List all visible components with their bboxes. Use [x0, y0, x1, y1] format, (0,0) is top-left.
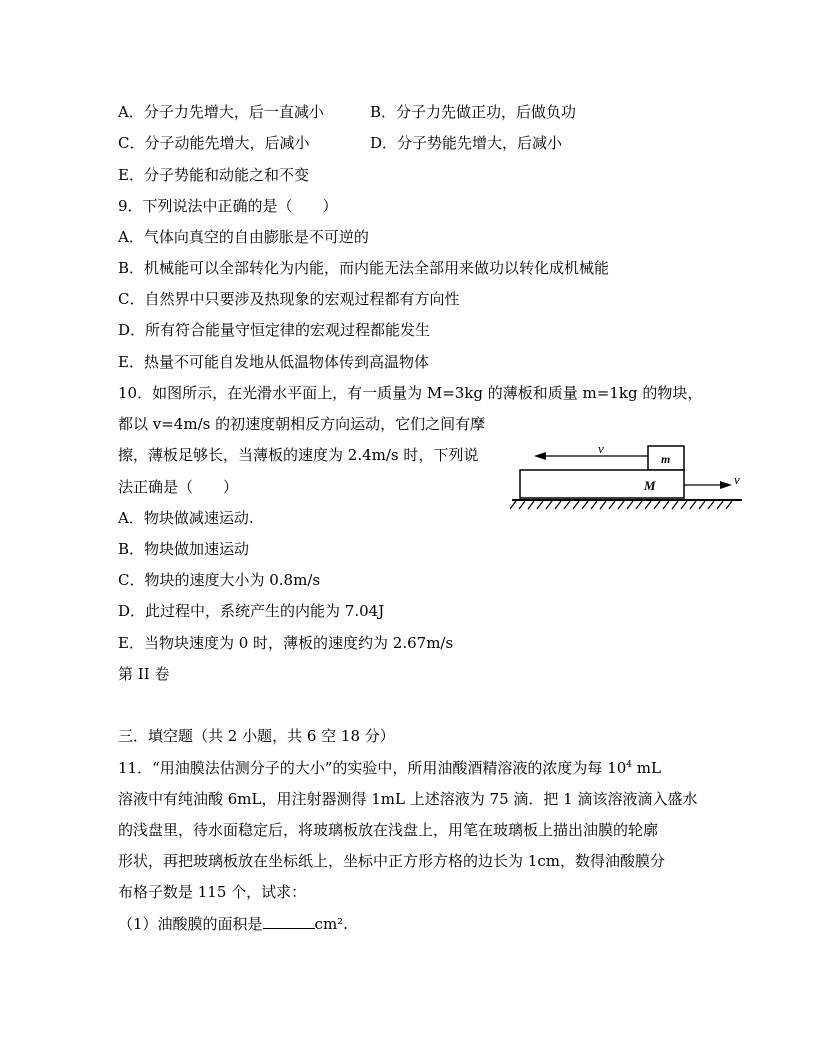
hatch-mark — [546, 501, 552, 509]
label-m: m — [661, 452, 671, 466]
q8-option-b: B．分子力先做正功，后做负功 — [370, 103, 577, 121]
q11-line-4: 形状，再把玻璃板放在坐标纸上，坐标中正方形方格的边长为 1cm，数得油酸膜分 — [118, 852, 665, 870]
arrowhead-left-icon — [534, 452, 546, 460]
q10-option-b: B．物块做加速运动 — [118, 540, 250, 558]
q9-option-b: B．机械能可以全部转化为内能，而内能无法全部用来做功以转化成机械能 — [118, 259, 610, 277]
q8-option-e: E．分子势能和动能之和不变 — [118, 166, 309, 184]
q10-option-e: E．当物块速度为 0 时，薄板的速度约为 2.67m/s — [118, 634, 454, 652]
hatch-mark — [717, 501, 723, 509]
answer-blank[interactable] — [263, 914, 315, 929]
q9-option-a: A．气体向真空的自由膨胀是不可逆的 — [118, 228, 369, 246]
hatch-mark — [591, 501, 597, 509]
q10-option-c: C．物块的速度大小为 0.8m/s — [118, 571, 321, 589]
hatch-mark — [582, 501, 588, 509]
q10-stem-line-2: 都以 v=4m/s 的初速度朝相反方向运动，它们之间有摩 — [118, 415, 486, 433]
q11-line-1 — [118, 758, 661, 778]
hatch-mark — [618, 501, 624, 509]
hatch-mark — [600, 501, 606, 509]
q10-option-d: D．此过程中，系统产生的内能为 7.04J — [118, 602, 385, 620]
q10-stem-line-4: 法正确是（ ） — [118, 478, 239, 496]
q9-option-e: E．热量不可能自发地从低温物体传到高温物体 — [118, 353, 429, 371]
label-v-right: v — [734, 472, 740, 487]
board-M — [520, 470, 684, 498]
q11-sub-question-1 — [118, 914, 348, 934]
hatch-mark — [528, 501, 534, 509]
board-block-diagram — [510, 440, 750, 515]
q9-option-c: C．自然界中只要涉及热现象的宏观过程都有方向性 — [118, 290, 460, 308]
hatch-mark — [645, 501, 651, 509]
q8-option-d: D．分子势能先增大，后减小 — [370, 134, 563, 152]
label-v-left: v — [598, 441, 604, 456]
q10-stem-line-3: 擦，薄板足够长，当薄板的速度为 2.4m/s 时，下列说 — [118, 446, 479, 464]
hatch-mark — [573, 501, 579, 509]
ground-hatching — [510, 501, 732, 509]
label-M: M — [644, 478, 656, 493]
q11-sub1-unit: cm². — [314, 915, 348, 933]
q11-line-1-text: 11．“用油膜法估测分子的大小”的实验中，所用油酸酒精溶液的浓度为每 10 — [118, 759, 627, 777]
q11-line-5: 布格子数是 115 个，试求： — [118, 883, 307, 901]
section-3-heading: 三．填空题（共 2 小题，共 6 空 18 分） — [118, 727, 395, 745]
q8-option-a: A．分子力先增大，后一直减小 — [118, 103, 324, 121]
hatch-mark — [627, 501, 633, 509]
hatch-mark — [519, 501, 525, 509]
hatch-mark — [636, 501, 642, 509]
q10-stem-line-1: 10．如图所示，在光滑水平面上，有一质量为 M=3kg 的薄板和质量 m=1kg 的物块， — [118, 384, 703, 402]
q11-line-1-superscript: 4 — [626, 760, 633, 770]
q9-option-d: D．所有符合能量守恒定律的宏观过程都能发生 — [118, 321, 431, 339]
hatch-mark — [672, 501, 678, 509]
hatch-mark — [609, 501, 615, 509]
hatch-mark — [654, 501, 660, 509]
hatch-mark — [726, 501, 732, 509]
hatch-mark — [708, 501, 714, 509]
hatch-mark — [555, 501, 561, 509]
q11-line-1-unit: mL — [632, 759, 661, 777]
hatch-mark — [681, 501, 687, 509]
q11-sub1-prompt: （1）油酸膜的面积是 — [118, 915, 263, 933]
q9-stem: 9．下列说法中正确的是（ ） — [118, 197, 338, 215]
q10-option-a: A．物块做减速运动. — [118, 509, 254, 527]
part-ii-heading: 第 II 卷 — [118, 665, 170, 683]
hatch-mark — [663, 501, 669, 509]
q11-line-2: 溶液中有纯油酸 6mL，用注射器测得 1mL 上述溶液为 75 滴．把 1 滴该溶液滴入盛水 — [118, 790, 698, 808]
hatch-mark — [690, 501, 696, 509]
hatch-mark — [510, 501, 516, 509]
arrowhead-right-icon — [720, 481, 732, 489]
hatch-mark — [537, 501, 543, 509]
hatch-mark — [564, 501, 570, 509]
q8-option-c: C．分子动能先增大，后减小 — [118, 134, 310, 152]
q11-line-3: 的浅盘里，待水面稳定后，将玻璃板放在浅盘上，用笔在玻璃板上描出油膜的轮廓 — [118, 821, 659, 839]
hatch-mark — [699, 501, 705, 509]
